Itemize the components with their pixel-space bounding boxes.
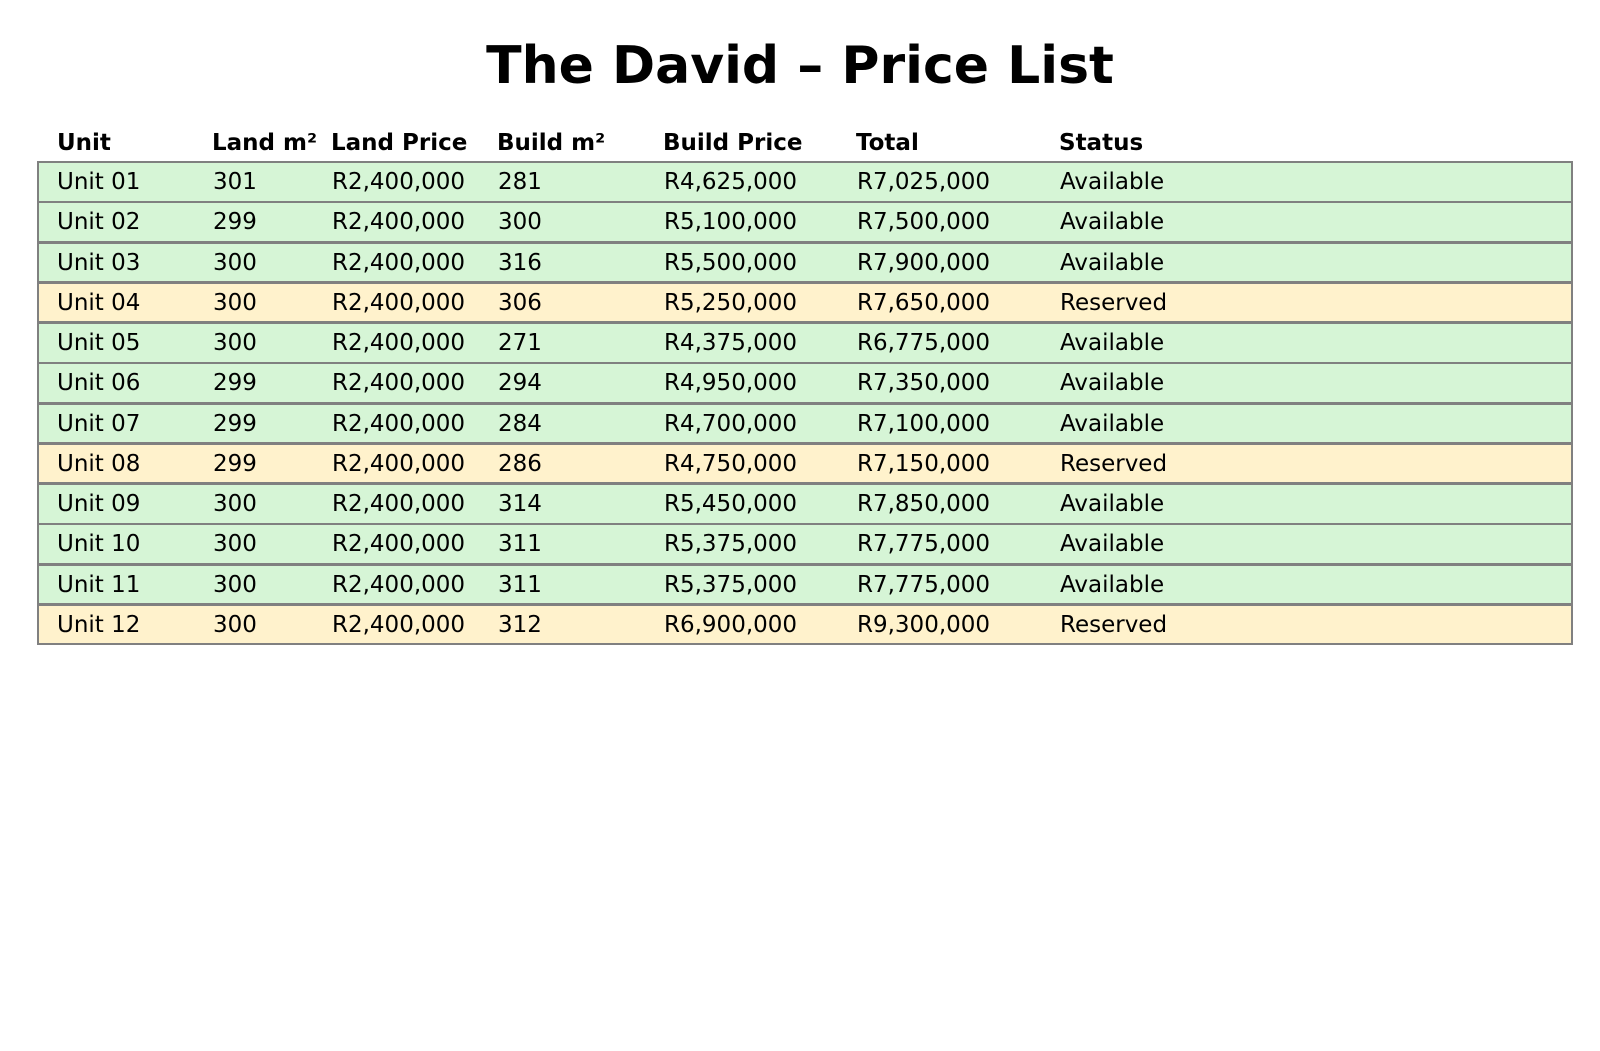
cell-status: Available — [1060, 410, 1165, 437]
cell-unit: Unit 11 — [57, 571, 141, 598]
cell-unit: Unit 10 — [57, 531, 141, 558]
cell-total: R7,500,000 — [857, 209, 991, 236]
table-row — [37, 362, 1573, 404]
cell-total: R7,900,000 — [857, 249, 991, 276]
cell-unit: Unit 09 — [57, 491, 141, 517]
table-row — [37, 483, 1573, 525]
cell-land-m2: 301 — [213, 169, 257, 195]
table-row — [37, 523, 1573, 565]
cell-build-m2: 284 — [498, 410, 542, 437]
cell-land-m2: 300 — [213, 571, 257, 598]
cell-build-m2: 316 — [498, 249, 542, 276]
cell-unit: Unit 04 — [57, 289, 141, 316]
cell-status: Available — [1060, 330, 1165, 356]
table-row — [37, 564, 1573, 606]
cell-total: R7,775,000 — [857, 571, 991, 598]
cell-build-price: R4,950,000 — [664, 370, 798, 397]
cell-unit: Unit 12 — [57, 611, 141, 638]
cell-build-price: R5,450,000 — [664, 491, 798, 517]
cell-land-price: R2,400,000 — [332, 209, 466, 236]
column-header-build-m2: Build m² — [497, 130, 606, 156]
cell-land-price: R2,400,000 — [332, 289, 466, 316]
table-row — [37, 242, 1573, 284]
cell-build-m2: 312 — [498, 611, 542, 638]
cell-total: R7,650,000 — [857, 289, 991, 316]
cell-land-price: R2,400,000 — [332, 611, 466, 638]
cell-total: R9,300,000 — [857, 611, 991, 638]
table-row — [37, 443, 1573, 485]
cell-build-m2: 294 — [498, 370, 542, 397]
cell-unit: Unit 07 — [57, 410, 141, 437]
cell-total: R6,775,000 — [857, 330, 991, 356]
cell-total: R7,350,000 — [857, 370, 991, 397]
cell-status: Reserved — [1060, 611, 1168, 638]
column-header-status: Status — [1059, 130, 1144, 156]
cell-total: R7,025,000 — [857, 169, 991, 195]
cell-build-price: R4,700,000 — [664, 410, 798, 437]
cell-land-price: R2,400,000 — [332, 169, 466, 195]
table-row — [37, 161, 1573, 203]
cell-land-m2: 300 — [213, 491, 257, 517]
cell-build-price: R5,100,000 — [664, 209, 798, 236]
cell-land-price: R2,400,000 — [332, 450, 466, 477]
cell-unit: Unit 01 — [57, 169, 141, 195]
cell-total: R7,150,000 — [857, 450, 991, 477]
table-header — [37, 126, 1573, 160]
page-title: The David – Price List — [486, 36, 1114, 96]
cell-unit: Unit 02 — [57, 209, 141, 236]
cell-build-price: R4,625,000 — [664, 169, 798, 195]
cell-land-m2: 299 — [213, 450, 257, 477]
table-row — [37, 403, 1573, 445]
column-header-unit: Unit — [57, 130, 111, 156]
cell-status: Available — [1060, 531, 1165, 558]
cell-land-price: R2,400,000 — [332, 531, 466, 558]
table-row — [37, 201, 1573, 243]
table-row — [37, 282, 1573, 324]
cell-status: Available — [1060, 571, 1165, 598]
cell-build-price: R5,375,000 — [664, 571, 798, 598]
cell-build-price: R5,500,000 — [664, 249, 798, 276]
cell-land-m2: 299 — [213, 410, 257, 437]
cell-build-m2: 306 — [498, 289, 542, 316]
cell-unit: Unit 05 — [57, 330, 141, 356]
column-header-build-price: Build Price — [663, 130, 803, 156]
cell-status: Available — [1060, 209, 1165, 236]
table-row — [37, 604, 1573, 646]
cell-land-price: R2,400,000 — [332, 330, 466, 356]
cell-build-price: R4,750,000 — [664, 450, 798, 477]
cell-build-m2: 300 — [498, 209, 542, 236]
cell-land-m2: 300 — [213, 611, 257, 638]
cell-unit: Unit 08 — [57, 450, 141, 477]
table-row — [37, 322, 1573, 364]
cell-unit: Unit 06 — [57, 370, 141, 397]
cell-build-price: R4,375,000 — [664, 330, 798, 356]
cell-build-m2: 286 — [498, 450, 542, 477]
cell-build-m2: 311 — [498, 531, 542, 558]
cell-status: Reserved — [1060, 289, 1168, 316]
cell-land-price: R2,400,000 — [332, 370, 466, 397]
cell-build-m2: 271 — [498, 330, 542, 356]
cell-total: R7,775,000 — [857, 531, 991, 558]
cell-land-m2: 300 — [213, 249, 257, 276]
cell-build-price: R5,375,000 — [664, 531, 798, 558]
cell-status: Available — [1060, 249, 1165, 276]
cell-status: Reserved — [1060, 450, 1168, 477]
cell-build-m2: 311 — [498, 571, 542, 598]
cell-unit: Unit 03 — [57, 249, 141, 276]
cell-land-price: R2,400,000 — [332, 491, 466, 517]
cell-land-price: R2,400,000 — [332, 249, 466, 276]
cell-land-price: R2,400,000 — [332, 410, 466, 437]
cell-total: R7,850,000 — [857, 491, 991, 517]
cell-land-m2: 299 — [213, 209, 257, 236]
cell-land-m2: 300 — [213, 531, 257, 558]
cell-build-price: R6,900,000 — [664, 611, 798, 638]
column-header-land-price: Land Price — [331, 130, 468, 156]
cell-land-m2: 300 — [213, 330, 257, 356]
column-header-total: Total — [856, 130, 919, 156]
cell-build-m2: 314 — [498, 491, 542, 517]
column-header-land-m2: Land m² — [212, 130, 318, 156]
cell-land-m2: 299 — [213, 370, 257, 397]
cell-build-m2: 281 — [498, 169, 542, 195]
cell-status: Available — [1060, 370, 1165, 397]
cell-status: Available — [1060, 169, 1165, 195]
cell-land-m2: 300 — [213, 289, 257, 316]
cell-total: R7,100,000 — [857, 410, 991, 437]
cell-status: Available — [1060, 491, 1165, 517]
cell-land-price: R2,400,000 — [332, 571, 466, 598]
cell-build-price: R5,250,000 — [664, 289, 798, 316]
